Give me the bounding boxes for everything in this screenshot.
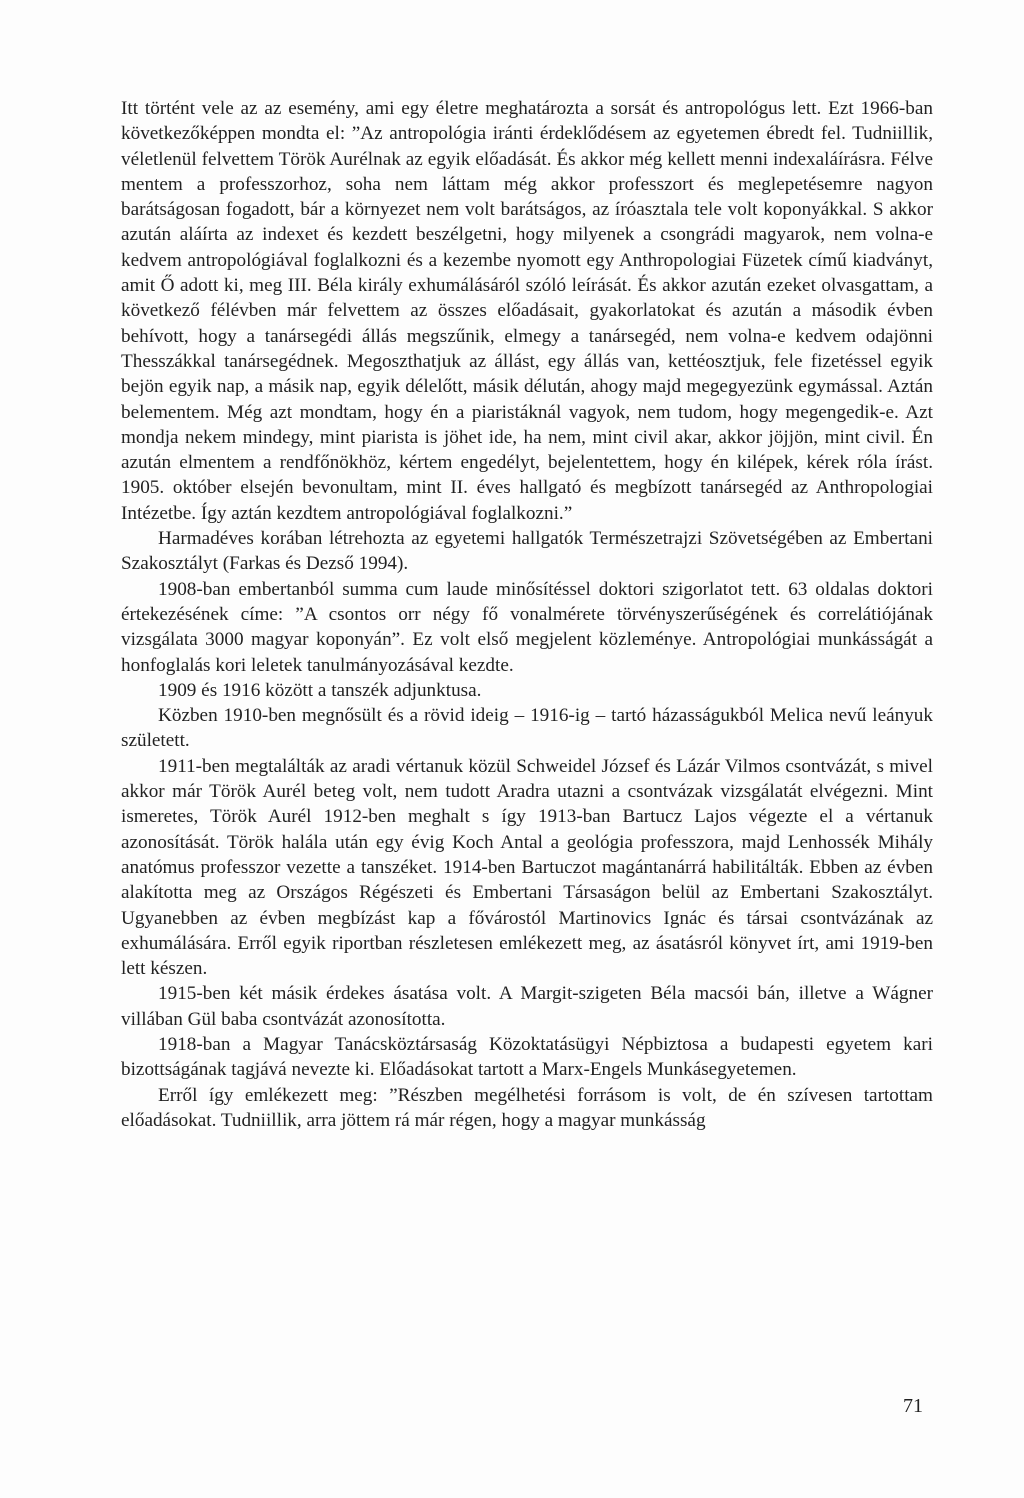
paragraph-quote: Itt történt vele az az esemény, ami egy életre meghatározta a sorsát és antropológus lett. Ezt 1966-ban következőképpen mondta el: ”Az antropológia iránti érdeklődésem az egyetemen ébredt fel. Tudniillik, véletlenül felvettem Török Aurélnak az egyik előadását. És akkor még kellett menni indexaláírásra. Félve mentem a professzorhoz, soha nem láttam még akkor professzort és meglepetésemre nagyon barátságosan fogadott, bár a környezet nem volt barátságos, az íróasztala tele volt koponyákkal. S akkor azután aláírta az indexet és kezdett beszélgetni, hogy milyenek a csongrádi magyarok, nem volna-e kedvem antropológiával foglalkozni és a kezembe nyomott egy Anthropologiai Füzetek című kiadványt, amit Ő adott ki, meg III. Béla király exhumálásáról szóló leírását. És akkor azután ezeket olvasgattam, a következő félévben már felvettem az összes előadásait, gyakorlatokat és azután a második évben behívott, hogy a tanársegédi állás megszűnik, elmegy a tanársegéd, nem volna-e kedvem odajönni Thesszákkal tanársegédnek. Megoszthatjuk az állást, egy állás van, kettéosztjuk, fele fizetéssel egyik bejön egyik nap, a másik nap, egyik délelőtt, másik délután, ahogy majd megegyezünk egymással. Aztán belementem. Még azt mondtam, hogy én a piaristáknál vagyok, nem tudom, hogy megengedik-e. Azt mondja nekem mindegy, mint piarista is jöhet ide, ha nem, mint civil akar, akkor jöjjön, mint civil. Én azután elmentem a rendfőnökhöz, kértem engedélyt, bejelentettem, hogy én kilépek, kérek róla írást. 1905. október elsején bevonultam, mint II. éves hallgató és megbízott tanársegéd az Anthropologiai Intézetbe. Így aztán kezdtem antropológiával foglalkozni.” (121, 98, 933, 524)
paragraph: Erről így emlékezett meg: ”Részben megélhetési forrásom is volt, de én szívesen tartottam előadásokat. Tudniillik, arra jöttem rá már régen, hogy a magyar munkásság (121, 1084, 933, 1131)
page-number: 71 (903, 1395, 923, 1417)
paragraph: 1911-ben megtalálták az aradi vértanuk közül Schweidel József és Lázár Vilmos csontvázát, s mivel akkor már Török Aurél beteg volt, nem tudott Aradra utazni a csontvázak vizsgálatát elvégezni. Mint ismeretes, Török Aurél 1912-ben meghalt s így 1913-ban Bartucz Lajos végezte el a vértanuk azonosítását. Török halála után egy évig Koch Antal a geológia professzora, majd Lenhossék Mihály anatómus professzor vezette a tanszéket. 1914-ben Bartuczot magántanárrá habilitálták. Ebben az évben alakította meg az Országos Régészeti és Embertani Társaságon belül az Embertani Szakosztályt. Ugyanebben az évben megbízást kap a fővárostól Martinovics Ignác és társai csontvázának az exhumálására. Erről egyik riportban részletesen emlékezett meg, az ásatásról könyvet írt, ami 1919-ben lett készen. (121, 755, 933, 980)
paragraph: Közben 1910-ben megnősült és a rövid ideig – 1916-ig – tartó házasságukból Melica nevű leányuk született. (121, 705, 933, 752)
paragraph: 1918-ban a Magyar Tanácsköztársaság Közoktatásügyi Népbiztosa a budapesti egyetem kari bizottságának tagjává nevezte ki. Előadásokat tartott a Marx-Engels Munkásegyetemen. (121, 1033, 933, 1081)
paragraph: 1908-ban embertanból summa cum laude minősítéssel doktori szigorlatot tett. 63 oldalas doktori értekezésének címe: ”A csontos orr négy fő vonalmérete törvényszerűségének és correlátiójának vizsgálata 3000 magyar koponyán”. Ez volt első megjelent közleménye. Antropológiai munkásságát a honfoglalás kori leletek tanulmányozásával kezdte. (121, 578, 933, 676)
paragraph: 1915-ben két másik érdekes ásatása volt. A Margit-szigeten Béla macsói bán, illetve a Wágner villában Gül baba csontvázát azonosította. (121, 983, 933, 1030)
body-text (121, 96, 933, 1133)
paragraph: Harmadéves korában létrehozta az egyetemi hallgatók Természetrajzi Szövetségében az Embertani Szakosztályt (Farkas és Dezső 1994). (121, 528, 933, 575)
paragraph: 1909 és 1916 között a tanszék adjunktusa. (158, 679, 482, 701)
